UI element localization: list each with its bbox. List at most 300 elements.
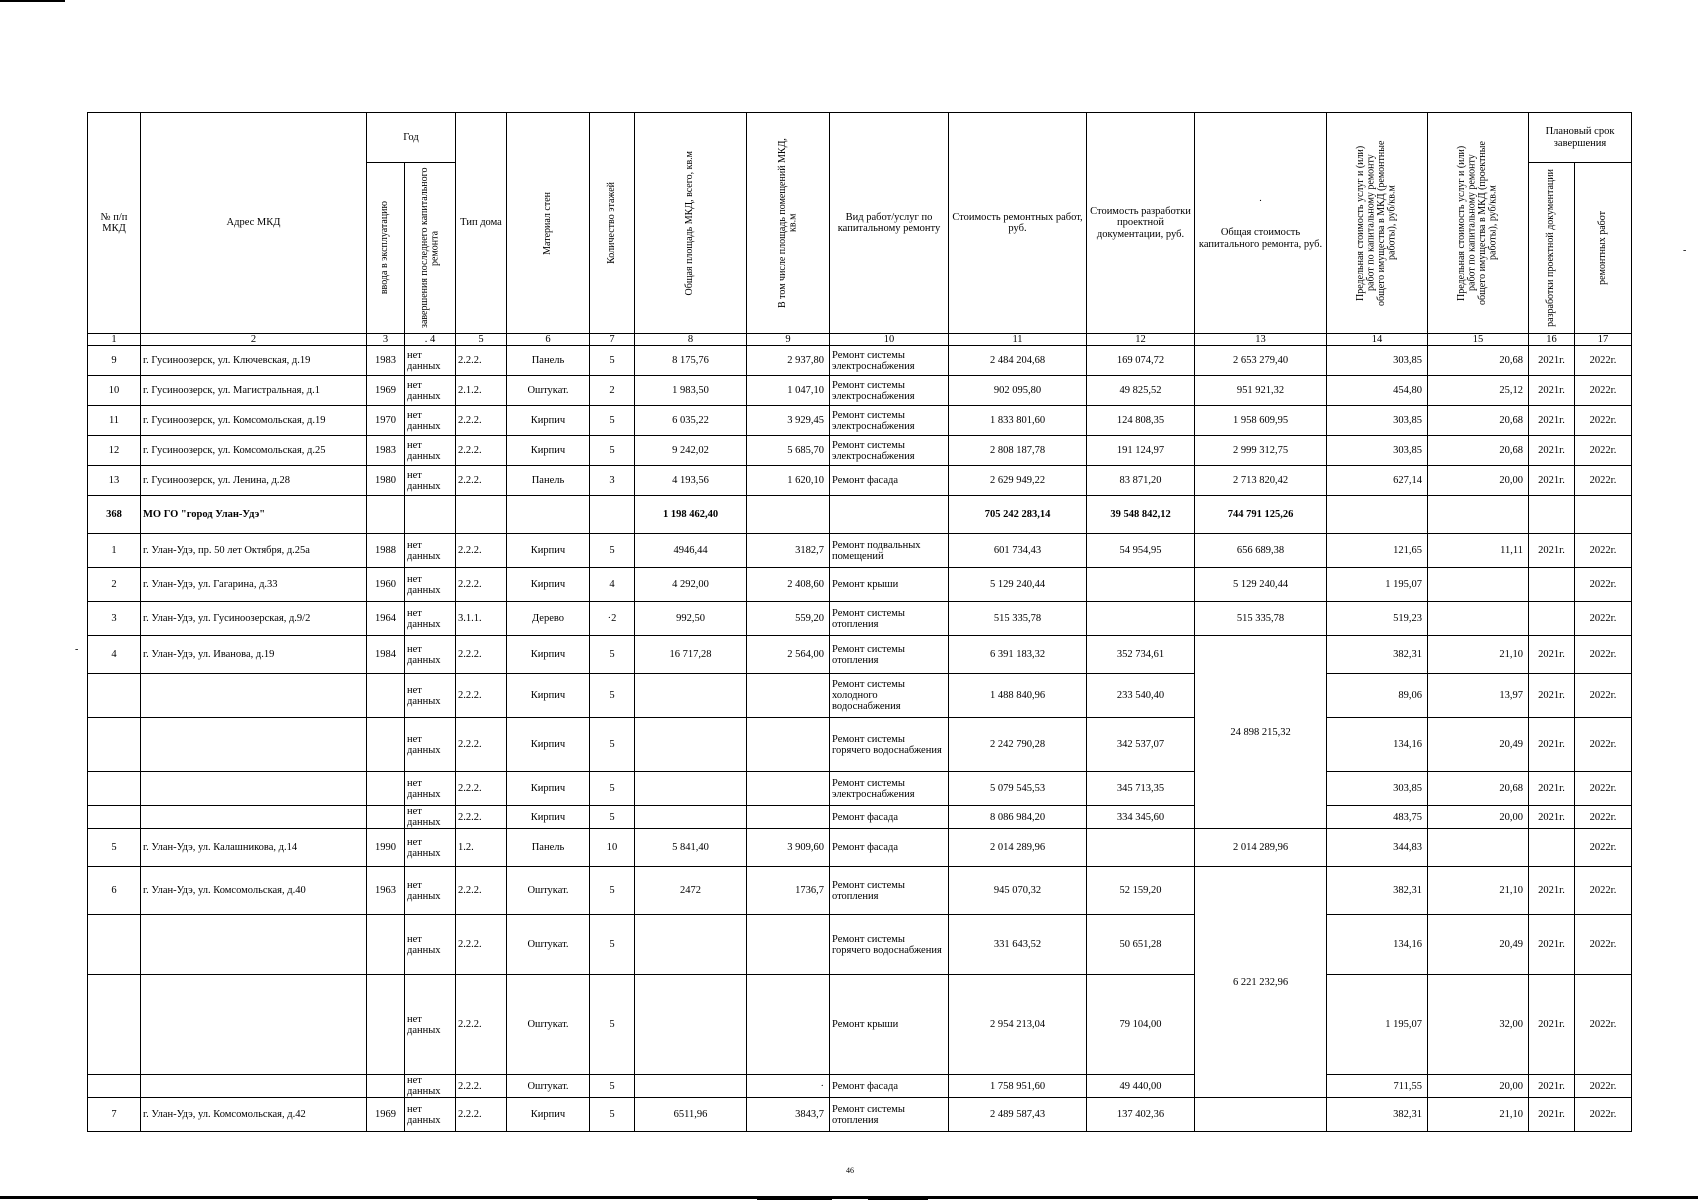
table-cell: 20,00 — [1428, 466, 1529, 496]
table-cell: нет данных — [405, 1075, 456, 1098]
table-cell: 2022г. — [1575, 772, 1632, 806]
table-cell: Кирпич — [507, 718, 590, 772]
table-cell — [747, 496, 830, 534]
table-header — [88, 113, 1632, 346]
table-cell: 2 653 279,40 — [1195, 346, 1327, 376]
table-cell: Ремонт системы электроснабжения — [830, 376, 949, 406]
page-number: 46 — [846, 1166, 854, 1175]
table-cell: 2 — [590, 376, 635, 406]
table-cell: нет данных — [405, 975, 456, 1075]
table-cell: 627,14 — [1327, 466, 1428, 496]
table-body — [88, 346, 1632, 1132]
table-cell: 656 689,38 — [1195, 534, 1327, 568]
table-cell — [367, 496, 405, 534]
table-cell: 2022г. — [1575, 568, 1632, 602]
column-number: 17 — [1575, 334, 1632, 346]
table-cell: 303,85 — [1327, 772, 1428, 806]
table-cell: 3 — [88, 602, 141, 636]
table-cell: 52 159,20 — [1087, 867, 1195, 915]
column-number: 16 — [1529, 334, 1575, 346]
table-cell: 711,55 — [1327, 1075, 1428, 1098]
table-cell: 137 402,36 — [1087, 1098, 1195, 1132]
table-cell — [367, 674, 405, 718]
table-row — [88, 346, 1632, 376]
table-cell: 39 548 842,12 — [1087, 496, 1195, 534]
table-cell: Кирпич — [507, 674, 590, 718]
table-cell: Ремонт фасада — [830, 829, 949, 867]
table-cell — [1529, 602, 1575, 636]
table-cell: 4 193,56 — [635, 466, 747, 496]
scan-mark-bottom-1 — [757, 1196, 832, 1200]
table-cell: 1960 — [367, 568, 405, 602]
table-row — [88, 466, 1632, 496]
table-cell: 1970 — [367, 406, 405, 436]
column-number: 9 — [747, 334, 830, 346]
table-cell: г. Гусиноозерск, ул. Ключевская, д.19 — [141, 346, 367, 376]
table-cell: 382,31 — [1327, 867, 1428, 915]
table-cell: 1 958 609,95 — [1195, 406, 1327, 436]
table-row — [88, 829, 1632, 867]
table-cell — [141, 915, 367, 975]
table-cell: 2.1.2. — [456, 376, 507, 406]
table-cell: 2022г. — [1575, 1075, 1632, 1098]
table-cell: Ремонт подвальных помещений — [830, 534, 949, 568]
table-cell — [141, 718, 367, 772]
table-cell — [405, 496, 456, 534]
table-cell — [88, 915, 141, 975]
table-cell — [141, 674, 367, 718]
column-number: 6 — [507, 334, 590, 346]
table-cell: 951 921,32 — [1195, 376, 1327, 406]
table-cell: 6 — [88, 867, 141, 915]
table-cell: 5 — [590, 436, 635, 466]
table-cell — [1529, 568, 1575, 602]
column-number: 13 — [1195, 334, 1327, 346]
table-cell: 3843,7 — [747, 1098, 830, 1132]
table-cell: 2021г. — [1529, 915, 1575, 975]
table-cell — [367, 772, 405, 806]
table-cell — [1529, 496, 1575, 534]
table-cell: 20,68 — [1428, 772, 1529, 806]
table-cell: 54 954,95 — [1087, 534, 1195, 568]
table-cell: Оштукат. — [507, 867, 590, 915]
table-cell: 303,85 — [1327, 406, 1428, 436]
table-cell: нет данных — [405, 602, 456, 636]
table-cell: 1969 — [367, 1098, 405, 1132]
header-work-type: Вид работ/услуг по капитальному ремонту — [830, 113, 949, 334]
table-cell: · — [747, 1075, 830, 1098]
table-row — [88, 772, 1632, 806]
table-cell: 483,75 — [1327, 806, 1428, 829]
table-cell: 2.2.2. — [456, 718, 507, 772]
table-row — [88, 534, 1632, 568]
table-cell: 233 540,40 — [1087, 674, 1195, 718]
table-cell: Ремонт фасада — [830, 806, 949, 829]
table-cell — [367, 1075, 405, 1098]
table-cell — [747, 806, 830, 829]
table-cell — [88, 674, 141, 718]
table-cell: 1984 — [367, 636, 405, 674]
table-cell: 3.1.1. — [456, 602, 507, 636]
table-cell: 20,49 — [1428, 915, 1529, 975]
table-cell — [747, 718, 830, 772]
table-cell: 21,10 — [1428, 636, 1529, 674]
table-cell: ·2 — [590, 602, 635, 636]
table-cell: 515 335,78 — [1195, 602, 1327, 636]
table-cell: 121,65 — [1327, 534, 1428, 568]
table-row — [88, 806, 1632, 829]
table-cell: Кирпич — [507, 636, 590, 674]
table-cell: 2.2.2. — [456, 867, 507, 915]
table-cell: 11 — [88, 406, 141, 436]
table-cell: 902 095,80 — [949, 376, 1087, 406]
table-cell: 5 — [590, 534, 635, 568]
header-limit-repair: Предельная стоимость услуг и (или) работ по капитальному ремонту общего имущества в МКД (ремонтные работы), руб/кв.м — [1327, 113, 1428, 334]
table-cell: 5 — [590, 867, 635, 915]
table-cell: 3 — [590, 466, 635, 496]
table-cell: 1736,7 — [747, 867, 830, 915]
table-row — [88, 915, 1632, 975]
table-cell: Ремонт фасада — [830, 466, 949, 496]
table-cell: 2022г. — [1575, 1098, 1632, 1132]
table-cell: 454,80 — [1327, 376, 1428, 406]
table-row — [88, 568, 1632, 602]
table-cell: 5 — [590, 806, 635, 829]
table-cell: Ремонт системы электроснабжения — [830, 346, 949, 376]
column-number: 14 — [1327, 334, 1428, 346]
table-row — [88, 1098, 1632, 1132]
table-cell: 345 713,35 — [1087, 772, 1195, 806]
table-cell: 1 983,50 — [635, 376, 747, 406]
table-cell: 4 — [88, 636, 141, 674]
table-cell: 134,16 — [1327, 718, 1428, 772]
table-cell: 83 871,20 — [1087, 466, 1195, 496]
table-cell: 2472 — [635, 867, 747, 915]
table-cell: 5 — [590, 674, 635, 718]
column-number: 11 — [949, 334, 1087, 346]
table-cell: г. Улан-Удэ, ул. Гагарина, д.33 — [141, 568, 367, 602]
table-cell — [1428, 568, 1529, 602]
table-cell: 5 — [590, 636, 635, 674]
table-cell: 5 079 545,53 — [949, 772, 1087, 806]
table-cell: 3 929,45 — [747, 406, 830, 436]
table-cell: 334 345,60 — [1087, 806, 1195, 829]
header-num: № п/п МКД — [88, 113, 141, 334]
table-cell: 20,49 — [1428, 718, 1529, 772]
header-repair-cost: Стоимость ремонтных работ, руб. — [949, 113, 1087, 334]
table-cell: 1 488 840,96 — [949, 674, 1087, 718]
column-number: 8 — [635, 334, 747, 346]
table-cell: 50 651,28 — [1087, 915, 1195, 975]
table-cell: 2.2.2. — [456, 806, 507, 829]
table-cell: 2.2.2. — [456, 1098, 507, 1132]
table-cell: 191 124,97 — [1087, 436, 1195, 466]
table-cell: 2022г. — [1575, 346, 1632, 376]
table-cell: 5 — [590, 346, 635, 376]
table-cell: 2022г. — [1575, 466, 1632, 496]
table-cell: 79 104,00 — [1087, 975, 1195, 1075]
table-cell: 10 — [88, 376, 141, 406]
table-cell: 20,00 — [1428, 1075, 1529, 1098]
table-cell — [747, 674, 830, 718]
table-cell: нет данных — [405, 568, 456, 602]
table-cell: 2 484 204,68 — [949, 346, 1087, 376]
table-cell: 5 — [590, 718, 635, 772]
table-cell: 303,85 — [1327, 436, 1428, 466]
table-cell: 2021г. — [1529, 1075, 1575, 1098]
table-cell: 2 954 213,04 — [949, 975, 1087, 1075]
table-cell: нет данных — [405, 534, 456, 568]
table-cell: нет данных — [405, 718, 456, 772]
table-cell: Панель — [507, 829, 590, 867]
table-cell: Оштукат. — [507, 915, 590, 975]
header-total-cost-mark: · — [1258, 196, 1263, 208]
table-cell: г. Гусиноозерск, ул. Комсомольская, д.25 — [141, 436, 367, 466]
table-row — [88, 975, 1632, 1075]
table-cell: Дерево — [507, 602, 590, 636]
table-cell: 2021г. — [1529, 534, 1575, 568]
table-row — [88, 718, 1632, 772]
table-cell: 24 898 215,32 — [1195, 636, 1327, 829]
header-deadline-group: Плановый срок завершения — [1529, 113, 1632, 163]
table-cell: 2022г. — [1575, 674, 1632, 718]
table-cell: Оштукат. — [507, 376, 590, 406]
table-cell: 2 014 289,96 — [1195, 829, 1327, 867]
column-number: . 4 — [405, 334, 456, 346]
table-cell: г. Улан-Удэ, ул. Комсомольская, д.40 — [141, 867, 367, 915]
table-cell: 2.2.2. — [456, 534, 507, 568]
table-cell — [141, 772, 367, 806]
table-cell: нет данных — [405, 674, 456, 718]
table-row — [88, 636, 1632, 674]
table-cell: 1 833 801,60 — [949, 406, 1087, 436]
table-cell: 5 685,70 — [747, 436, 830, 466]
table-cell: МО ГО "город Улан-Удэ" — [141, 496, 367, 534]
table-cell: Оштукат. — [507, 1075, 590, 1098]
table-cell: 1.2. — [456, 829, 507, 867]
table-cell: 2021г. — [1529, 406, 1575, 436]
table-cell: 1 758 951,60 — [949, 1075, 1087, 1098]
column-number: 1 — [88, 334, 141, 346]
table-cell: 1 — [88, 534, 141, 568]
table-cell: 11,11 — [1428, 534, 1529, 568]
table-cell: 2021г. — [1529, 772, 1575, 806]
table-cell: г. Улан-Удэ, ул. Калашникова, д.14 — [141, 829, 367, 867]
table-cell: 1 047,10 — [747, 376, 830, 406]
table-cell: 2022г. — [1575, 376, 1632, 406]
table-cell: 382,31 — [1327, 636, 1428, 674]
table-cell: нет данных — [405, 436, 456, 466]
table-cell — [1195, 1098, 1327, 1132]
table-cell: 368 — [88, 496, 141, 534]
table-cell — [141, 806, 367, 829]
table-cell: 16 717,28 — [635, 636, 747, 674]
table-cell: 169 074,72 — [1087, 346, 1195, 376]
table-cell: 992,50 — [635, 602, 747, 636]
table-cell: 331 643,52 — [949, 915, 1087, 975]
table-cell — [1428, 829, 1529, 867]
table-cell: Ремонт фасада — [830, 1075, 949, 1098]
column-number: 15 — [1428, 334, 1529, 346]
table-row — [88, 674, 1632, 718]
table-cell: 2.2.2. — [456, 674, 507, 718]
table-cell: г. Улан-Удэ, ул. Иванова, д.19 — [141, 636, 367, 674]
table-cell: 2022г. — [1575, 806, 1632, 829]
table-cell: 2022г. — [1575, 975, 1632, 1075]
table-cell: 2 564,00 — [747, 636, 830, 674]
table-cell — [830, 496, 949, 534]
table-cell: 515 335,78 — [949, 602, 1087, 636]
table-cell: 2021г. — [1529, 376, 1575, 406]
table-cell — [635, 1075, 747, 1098]
table-cell: 2 629 949,22 — [949, 466, 1087, 496]
table-cell — [747, 975, 830, 1075]
table-cell: Ремонт крыши — [830, 975, 949, 1075]
table-cell: 2.2.2. — [456, 915, 507, 975]
table-cell: 49 825,52 — [1087, 376, 1195, 406]
table-cell — [367, 915, 405, 975]
table-cell: Кирпич — [507, 436, 590, 466]
table-cell: 5 — [590, 975, 635, 1075]
table-cell: Ремонт системы отопления — [830, 1098, 949, 1132]
table-cell: 134,16 — [1327, 915, 1428, 975]
table-cell: 2021г. — [1529, 346, 1575, 376]
table-cell: Ремонт крыши — [830, 568, 949, 602]
table-cell: Ремонт системы горячего водоснабжения — [830, 718, 949, 772]
table-cell: Кирпич — [507, 534, 590, 568]
column-number: 5 — [456, 334, 507, 346]
table-cell: Кирпич — [507, 568, 590, 602]
table-cell: 1964 — [367, 602, 405, 636]
table-cell: 2022г. — [1575, 406, 1632, 436]
table-cell: 21,10 — [1428, 867, 1529, 915]
table-row — [88, 602, 1632, 636]
table-cell: 1990 — [367, 829, 405, 867]
table-cell — [1428, 602, 1529, 636]
table-cell — [635, 915, 747, 975]
table-cell: 20,68 — [1428, 406, 1529, 436]
header-deadline-repair: ремонтных работ — [1575, 163, 1632, 334]
table-cell — [88, 772, 141, 806]
header-limit-design: Предельная стоимость услуг и (или) работ по капитальному ремонту общего имущества в МКД (проектные работы), руб/кв.м — [1428, 113, 1529, 334]
table-cell: 2.2.2. — [456, 436, 507, 466]
table-cell: нет данных — [405, 406, 456, 436]
table-cell — [1087, 602, 1195, 636]
header-design-cost: Стоимость разработки проектной документации, руб. — [1087, 113, 1195, 334]
table-cell: 2021г. — [1529, 975, 1575, 1075]
table-cell: 49 440,00 — [1087, 1075, 1195, 1098]
table-cell: 2.2.2. — [456, 568, 507, 602]
table-cell: 1988 — [367, 534, 405, 568]
table-cell: нет данных — [405, 346, 456, 376]
table-cell: нет данных — [405, 915, 456, 975]
table-cell: нет данных — [405, 636, 456, 674]
table-cell: Кирпич — [507, 1098, 590, 1132]
table-cell: 2.2.2. — [456, 406, 507, 436]
header-deadline-design: разработки проектной документации — [1529, 163, 1575, 334]
table-cell: г. Гусиноозерск, ул. Магистральная, д.1 — [141, 376, 367, 406]
table-cell: Кирпич — [507, 406, 590, 436]
table-cell: 5 129 240,44 — [1195, 568, 1327, 602]
table-cell: 2021г. — [1529, 718, 1575, 772]
table-row — [88, 867, 1632, 915]
table-cell: 7 — [88, 1098, 141, 1132]
table-cell: 705 242 283,14 — [949, 496, 1087, 534]
table-cell: 2021г. — [1529, 436, 1575, 466]
table-cell — [1087, 568, 1195, 602]
table-cell: Кирпич — [507, 806, 590, 829]
table-cell: 20,68 — [1428, 346, 1529, 376]
table-cell — [88, 975, 141, 1075]
table-cell: 13 — [88, 466, 141, 496]
table-cell: 10 — [590, 829, 635, 867]
table-cell: 6 035,22 — [635, 406, 747, 436]
table-cell: 25,12 — [1428, 376, 1529, 406]
table-cell: 1969 — [367, 376, 405, 406]
table-cell: Ремонт системы электроснабжения — [830, 772, 949, 806]
table-cell: нет данных — [405, 1098, 456, 1132]
table-cell: 1980 — [367, 466, 405, 496]
table-cell: 342 537,07 — [1087, 718, 1195, 772]
table-cell: 2022г. — [1575, 602, 1632, 636]
table-cell: нет данных — [405, 376, 456, 406]
table-cell: 2021г. — [1529, 806, 1575, 829]
table-cell: нет данных — [405, 829, 456, 867]
table-cell: 2.2.2. — [456, 975, 507, 1075]
table-cell: 519,23 — [1327, 602, 1428, 636]
table-cell — [1428, 496, 1529, 534]
table-cell: 2022г. — [1575, 829, 1632, 867]
header-floors: Количество этажей — [590, 113, 635, 334]
header-total-area: Общая площадь МКД, всего, кв.м — [635, 113, 747, 334]
table-cell: 2021г. — [1529, 674, 1575, 718]
table-cell: 744 791 125,26 — [1195, 496, 1327, 534]
table-cell: Панель — [507, 466, 590, 496]
table-cell: 5 — [590, 1075, 635, 1098]
table-cell: Ремонт системы электроснабжения — [830, 436, 949, 466]
table-cell: Ремонт системы отопления — [830, 867, 949, 915]
table-cell — [635, 806, 747, 829]
table-cell: нет данных — [405, 806, 456, 829]
column-number: 7 — [590, 334, 635, 346]
table-cell: Оштукат. — [507, 975, 590, 1075]
table-cell: 2021г. — [1529, 636, 1575, 674]
table-cell: 352 734,61 — [1087, 636, 1195, 674]
table-cell: 4 — [590, 568, 635, 602]
table-cell: 2 242 790,28 — [949, 718, 1087, 772]
table-cell: 601 734,43 — [949, 534, 1087, 568]
table-cell — [1327, 496, 1428, 534]
table-cell: нет данных — [405, 466, 456, 496]
table-cell — [1575, 496, 1632, 534]
table-cell: 945 070,32 — [949, 867, 1087, 915]
table-cell: 9 242,02 — [635, 436, 747, 466]
table-cell: 2 937,80 — [747, 346, 830, 376]
table-cell: 344,83 — [1327, 829, 1428, 867]
table-cell: 8 175,76 — [635, 346, 747, 376]
capital-repair-table — [87, 112, 1632, 1132]
table-cell — [141, 975, 367, 1075]
table-cell: 2 999 312,75 — [1195, 436, 1327, 466]
table-cell: г. Гусиноозерск, ул. Комсомольская, д.19 — [141, 406, 367, 436]
table-cell: 3182,7 — [747, 534, 830, 568]
table-cell — [635, 975, 747, 1075]
table-cell: г. Улан-Удэ, пр. 50 лет Октября, д.25а — [141, 534, 367, 568]
table-cell: 9 — [88, 346, 141, 376]
table-cell: 382,31 — [1327, 1098, 1428, 1132]
table-row — [88, 406, 1632, 436]
table-cell: 303,85 — [1327, 346, 1428, 376]
